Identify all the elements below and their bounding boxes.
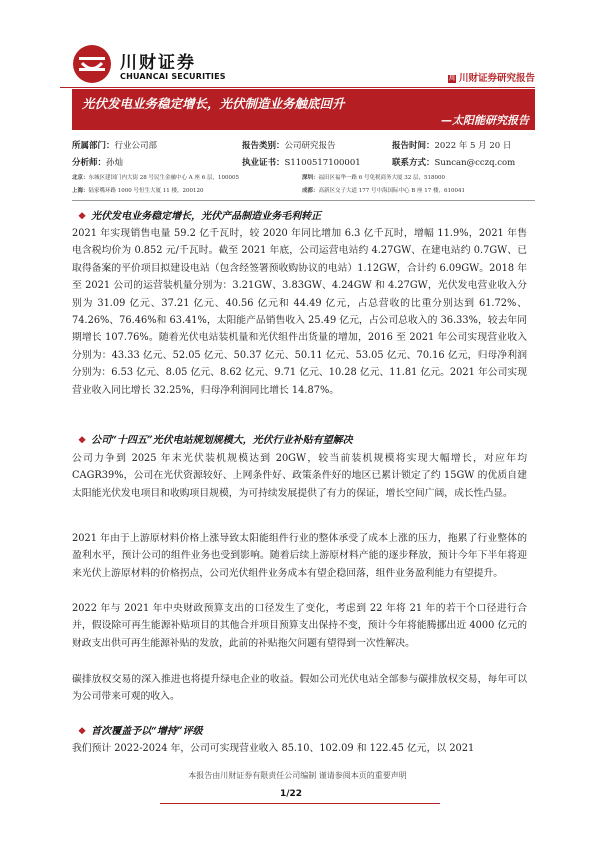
body-paragraph: 2021 年由于上游原材料价格上涨导致太阳能组件行业的整体承受了成本上涨的压力，拖累了行业整体的盈利水平，预计公司的组件业务也受到影响。随着后续上游原材料产能的逐步释放，预计今年下半年将迎来光伏上游原材料的价格拐点，公司光伏组件业务成本有望企稳回落，组件业务盈利能力有望提升。: [72, 533, 527, 579]
dept-label: 所属部门：: [72, 141, 115, 151]
type-label: 报告类别：: [242, 141, 285, 151]
address-label: 北京：: [72, 175, 89, 181]
address-label: 上海：: [72, 188, 89, 194]
page-number: 1/22: [280, 789, 303, 799]
body-paragraph: 2021 年实现销售电量 59.2 亿千瓦时，较 2020 年同比增加 6.3 亿千瓦时，增幅 11.9%，2021 年售电含税均价为 0.852 元/千瓦时。截至 2021 年底，公司运营电站约 4.27GW、在建电站约 0.7GW、已取得备案的平价项目拟建设电站（包含经签署预收购协议的电站）1.12GW，合计约 6.09GW。2018 年至 2021 公司的运营装机量分别为：3.21GW、3.83GW、4.24GW 和 4.27GW，光伏发电营业收入分别为 31.09 亿元、37.21 亿元、40.56 亿元和 44.49 亿元，占总营收的比重分别达到 61.72%、74.26%、76.46%和 63.41%，太阳能产品销售收入 25.49 亿元，占公司总收入的 36.33%，较去年同期增长 107.76%。随着光伏电站装机量和光伏组件出货量的增加，2016 至 2021 年公司实现营业收入分别为：43.33 亿元、52.05 亿元、50.37 亿元、50.11 亿元、53.05 亿元、70.16 亿元，归母净利润分别为：6.53 亿元、8.05 亿元、8.62 亿元、9.71 亿元、10.28 亿元、11.81 亿元。2021 年公司实现营业收入同比增长 32.25%，归母净利润同比增长 14.87%。: [72, 228, 527, 396]
series-mark-icon: 川: [448, 75, 455, 82]
section-heading: ❖ 光伏发电业务稳定增长，光伏产品制造业务毛利转正: [78, 211, 322, 222]
analyst-label: 分析师：: [72, 158, 107, 168]
footer-disclaimer: 本报告由川财证券有限责任公司编制 谨请参阅本页的重要声明: [188, 771, 407, 780]
brand-name-cn: 川财证券: [120, 53, 196, 73]
report-series: [448, 70, 535, 84]
dept-value: 行业公司部: [114, 141, 158, 151]
analyst-value: 孙灿: [106, 158, 124, 168]
body-paragraph: 2022 年与 2021 年中央财政预算支出的口径发生了变化，考虑到 22 年将 21 年的若干个口径进行合并，假设除可再生能源补贴项目的其他合并项目预算支出保持不变，预计今年将能腾挪出近 4000 亿元的财政支出供可再生能源补贴的发放，此前的补贴拖欠问题有望得到一次性解决。: [72, 603, 527, 649]
cert-value: S1100517100001: [284, 158, 361, 168]
company-logo-icon: [72, 44, 112, 84]
footer-rule: [160, 803, 440, 804]
date-label: 报告时间：: [392, 141, 435, 151]
address-value: 东城区建国门内大街 28 号民生金融中心 A 座 6 层，100005: [88, 175, 239, 181]
brand-name-en: CHUANCAI SECURITIES: [120, 72, 226, 81]
report-subtitle: —太阳能研究报告: [441, 114, 529, 127]
title-band: [72, 89, 535, 130]
address-value: 陆家嘴环路 1000 号恒生大厦 11 楼，200120: [88, 188, 204, 194]
info-divider: [72, 200, 535, 201]
address-value: 高新区交子大道 177 号中海国际中心 B 座 17 楼，610041: [318, 188, 466, 194]
diamond-bullet-icon: ❖: [78, 436, 87, 446]
address-label: 成都：: [302, 188, 319, 194]
address-value: 福田区福华一路 6 号免税商务大厦 32 层，518000: [318, 175, 446, 181]
type-value: 公司研究报告: [284, 141, 336, 151]
body-paragraph: 碳排放权交易的深入推进也将提升绿电企业的收益。假如公司光伏电站全部参与碳排放权交易，每年可以为公司带来可观的收入。: [72, 674, 527, 703]
date-value: 2022 年 5 月 20 日: [434, 141, 512, 151]
address-label: 深圳：: [302, 175, 319, 181]
contact-label: 联系方式：: [392, 158, 435, 168]
report-series-label: 川财证券研究报告: [458, 73, 535, 84]
diamond-bullet-icon: ❖: [78, 727, 87, 737]
header-divider: [60, 87, 535, 88]
body-paragraph: 公司力争到 2025 年末光伏装机规模达到 20GW，较当前装机规模将实现大幅增长，对应年均 CAGR39%，公司在光伏资源较好、上网条件好、政策条件好的地区已累计锁定了约 15GW 的优质自建太阳能光伏发电项目和收购项目规模，为可持续发展提供了有力的保证，增长空间广阔，成长性凸显。: [72, 453, 527, 499]
cert-label: 执业证书：: [242, 158, 285, 168]
body-paragraph: 我们预计 2022-2024 年，公司可实现营业收入 85.10、102.09 和 122.45 亿元，以 2021: [72, 743, 475, 754]
section-heading: ❖ 首次覆盖予以“增持”评级: [78, 726, 203, 737]
diamond-bullet-icon: ❖: [78, 212, 87, 222]
contact-email-link[interactable]: Suncan@cczq.com: [434, 158, 516, 168]
report-title: 光伏发电业务稳定增长，光伏制造业务触底回升: [82, 96, 345, 111]
section-heading: ❖ 公司“十四五”光伏电站规划规模大，光伏行业补贴有望解决: [78, 435, 353, 446]
